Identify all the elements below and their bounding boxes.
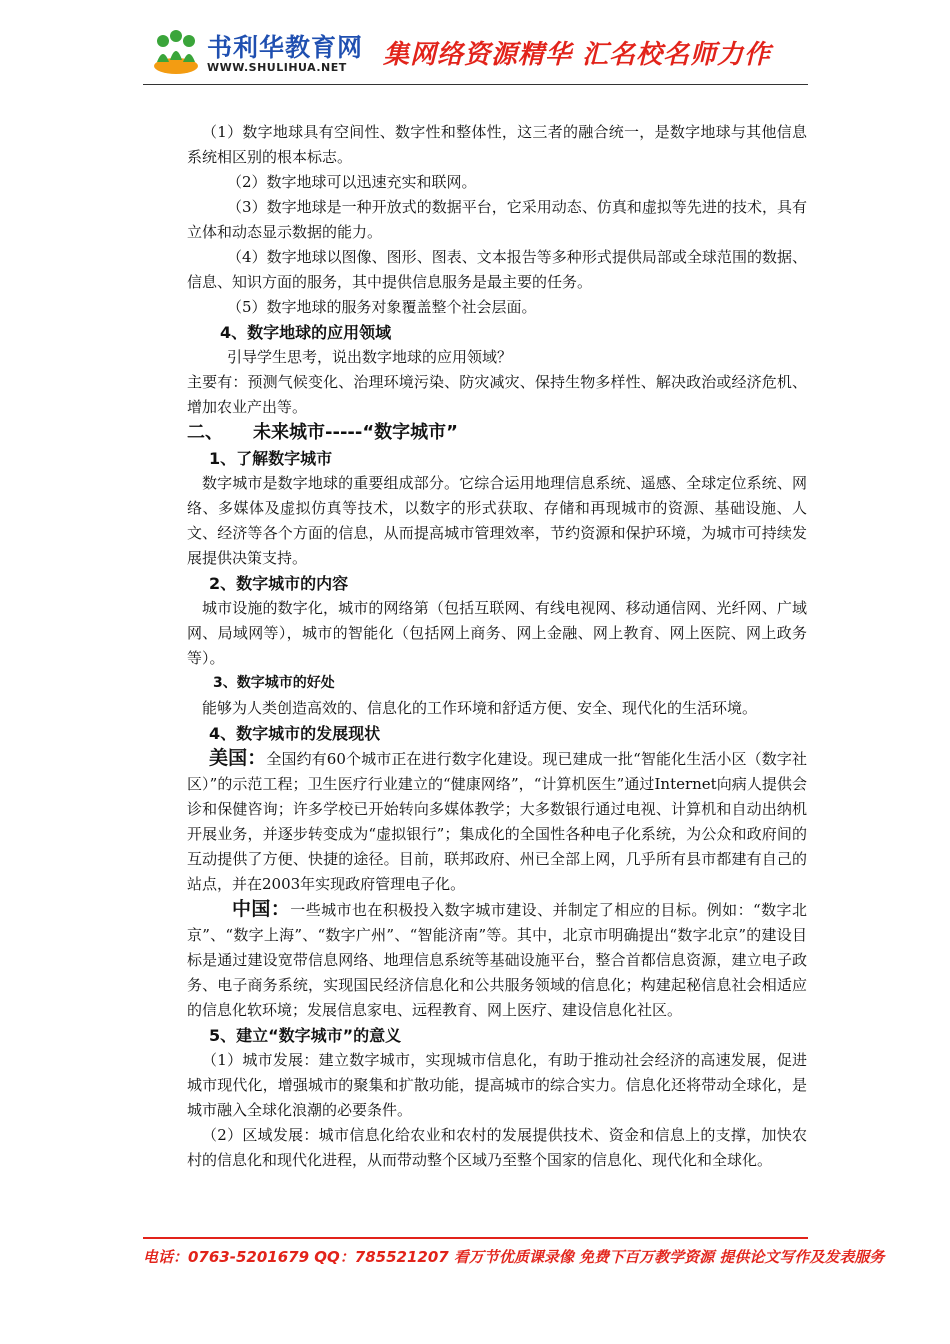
section-heading-content: 2、数字城市的内容 [209,574,349,593]
benefits-text: 能够为人类创造高效的、信息化的工作环境和舒适方便、安全、现代化的生活环境。 [202,699,758,717]
china-label: 中国： [232,898,291,920]
china-text: 一些城市也在积极投入数字城市建设、并制定了相应的目标。例如：“数字北京”、“数字上海”、“数字广州”、“智能济南”等。其中，北京市明确提出“数字北京”的建设目标是通过建设宽带信息网络、地理信息系统等基础设施平台，整合首都信息资源，建立电子政务、电子商务系统，实现国民经济信息化和公共服务领域的信息化；构建起秘信息社会相适应的信息化软环境；发展信息家电、远程教育、网上医疗、建设信息化社区。 [187,901,807,1019]
part-heading-digital-city [187,420,807,446]
usa-text: 全国约有60个城市正在进行数字化建设。现已建成一批“智能化生活小区（数字社区）”的示范工程；卫生医疗行业建立的“健康网络”，“计算机医生”通过Internet向病人提供会诊和保健咨询；许多学校已开始转向多媒体教学；大多数银行通过电视、计算机和自动出纳机开展业务，并逐步转变成为“虚拟银行”；集成化的全国性各种电子化系统，为公众和政府间的互动提供了方便、快捷的途径。目前，联邦政府、州已全部上网，几乎所有县市都建有自己的站点，并在2003年实现政府管理电子化。 [187,750,807,893]
section-heading-understand: 1、了解数字城市 [209,449,333,468]
status-china [187,897,807,1023]
feature-4: （4）数字地球以图像、图形、图表、文本报告等多种形式提供局部或全球范围的数据、信息、知识方面的服务，其中提供信息服务是最主要的任务。 [187,248,807,291]
section-heading-status: 4、数字城市的发展现状 [209,724,381,743]
page-header [143,22,808,84]
part-number: 二、 [187,422,223,443]
feature-5: （5）数字地球的服务对象覆盖整个社会层面。 [227,298,537,316]
applications-prompt: 引导学生思考，说出数字地球的应用领域？ [227,348,513,366]
site-name: 书利华教育网 [207,33,364,62]
usa-label: 美国： [209,747,267,769]
part-title: 未来城市-----“数字城市” [253,422,459,443]
significance-region: （2）区域发展：城市信息化给农业和农村的发展提供技术、资金和信息上的支撑，加快农村的信息化和现代化进程，从而带动整个区域乃至整个国家的信息化、现代化和全球化。 [187,1126,807,1169]
document-body [187,120,807,1173]
status-usa [187,746,807,897]
content-text: 城市设施的数字化，城市的网络第（包括互联网、有线电视网、移动通信网、光纤网、广域网、局域网等），城市的智能化（包括网上商务、网上金融、网上教育、网上医院、网上政务等）。 [187,599,807,667]
feature-2: （2）数字地球可以迅速充实和联网。 [227,173,477,191]
header-divider [143,84,808,85]
section-heading-applications: 4、数字地球的应用领域 [220,323,392,342]
feature-1: （1）数字地球具有空间性、数字性和整体性，这三者的融合统一，是数字地球与其他信息系统相区别的根本标志。 [187,123,807,166]
site-url: WWW.SHULIHUA.NET [207,61,347,74]
applications-answer: 主要有：预测气候变化、治理环境污染、防灾减灾、保持生物多样性、解决政治或经济危机、增加农业产出等。 [187,373,807,416]
footer-contact: 电话：0763-5201679 QQ：785521207 看万节优质课录像 免费下百万教学资源 提供论文写作及发表服务 [143,1248,885,1266]
section-heading-benefits: 3、数字城市的好处 [213,675,335,691]
section-heading-significance: 5、建立“数字城市”的意义 [209,1026,402,1045]
footer-divider [143,1237,808,1239]
significance-city: （1）城市发展：建立数字城市，实现城市信息化，有助于推动社会经济的高速发展，促进城市现代化，增强城市的聚集和扩散功能，提高城市的综合实力。信息化还将带动全球化，是城市融入全球化浪潮的必要条件。 [187,1051,807,1119]
shulihua-logo-icon [151,26,201,76]
feature-3: （3）数字地球是一种开放式的数据平台，它采用动态、仿真和虚拟等先进的技术，具有立体和动态显示数据的能力。 [187,198,807,241]
understand-text: 数字城市是数字地球的重要组成部分。它综合运用地理信息系统、遥感、全球定位系统、网络、多媒体及虚拟仿真等技术，以数字的形式获取、存储和再现城市的资源、基础设施、人文、经济等各个方面的信息，从而提高城市管理效率，节约资源和保护环境，为城市可持续发展提供决策支持。 [187,474,807,567]
header-slogan: 集网络资源精华 汇名校名师力作 [383,40,772,70]
